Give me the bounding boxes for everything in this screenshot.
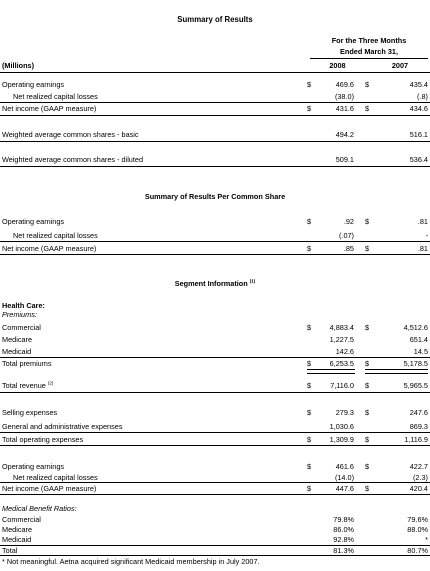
health-care-heading: Health Care: xyxy=(2,301,45,310)
mbr-commercial-2007: 79.6% xyxy=(407,515,428,524)
premium-medicaid-2007: 14.5 xyxy=(413,347,428,356)
segment-operating-earnings-dollar-2008: $ xyxy=(307,462,312,471)
per-share-operating-earnings-2008: .92 xyxy=(343,217,354,226)
total-operating-expenses-2007: 1,116.9 xyxy=(404,435,428,444)
period-header-line1: For the Three Months xyxy=(331,36,407,45)
total-premiums-dollar-2008: $ xyxy=(307,359,312,368)
mbr-medicaid-label: Medicaid xyxy=(2,535,32,544)
premium-medicare-2007: 651.4 xyxy=(409,335,428,344)
footnote: * Not meaningful. Aetna acquired significant Medicaid membership in July 2007. xyxy=(2,557,260,566)
summary-shares-diluted-2007: 536.4 xyxy=(409,155,428,164)
premiums-heading: Premiums: xyxy=(2,310,37,319)
mbr-heading: Medical Benefit Ratios: xyxy=(2,504,77,513)
summary-operating-earnings-dollar-2008: $ xyxy=(307,80,312,89)
per-share-operating-earnings-2007: .81 xyxy=(417,217,428,226)
total-premiums-2007: 5,178.5 xyxy=(403,359,428,368)
mbr-commercial-label: Commercial xyxy=(2,515,41,524)
per-share-operating-earnings-dollar-2008: $ xyxy=(307,217,312,226)
segment-title-footnote-marker: (1) xyxy=(249,278,256,284)
selling-expenses-dollar-2008: $ xyxy=(307,408,312,417)
premium-commercial-2008: 4,883.4 xyxy=(329,323,354,332)
summary-shares-basic-2007: 516.1 xyxy=(409,130,428,139)
total-revenue-dollar-2008: $ xyxy=(307,381,312,390)
mbr-medicaid-2007: * xyxy=(425,535,428,544)
summary-operating-earnings-dollar-2007: $ xyxy=(365,80,370,89)
total-revenue-dollar-2007: $ xyxy=(365,381,370,390)
total-premiums-label: Total premiums xyxy=(2,359,52,368)
mbr-total-label: Total xyxy=(2,546,18,555)
total-revenue-label: Total revenue xyxy=(2,381,46,390)
mbr-medicare-2008: 86.0% xyxy=(333,525,354,534)
summary-net-income-dollar-2008: $ xyxy=(307,104,312,113)
selling-expenses-2007: 247.6 xyxy=(409,408,428,417)
premium-medicare-2008: 1,227.5 xyxy=(329,335,354,344)
summary-net-income-dollar-2007: $ xyxy=(365,104,370,113)
per-share-operating-earnings-dollar-2007: $ xyxy=(365,217,370,226)
premium-medicaid-label: Medicaid xyxy=(2,347,32,356)
premium-medicaid-2008: 142.6 xyxy=(335,347,354,356)
mbr-medicare-label: Medicare xyxy=(2,525,33,534)
col-2008-header: 2008 xyxy=(329,61,346,70)
per-share-net-income-2008: .85 xyxy=(343,244,354,253)
summary-operating-earnings-2008: 469.6 xyxy=(335,80,354,89)
total-operating-expenses-2008: 1,309.9 xyxy=(329,435,354,444)
total-premiums-dollar-2007: $ xyxy=(365,359,370,368)
total-premiums-2008: 6,253.5 xyxy=(329,359,354,368)
summary-nrcl-label: Net realized capital losses xyxy=(13,92,98,101)
segment-nrcl-label: Net realized capital losses xyxy=(13,473,98,482)
mbr-total-2007: 80.7% xyxy=(407,546,428,555)
per-share-net-income-dollar-2007: $ xyxy=(365,244,370,253)
col-2007-header: 2007 xyxy=(391,61,409,70)
segment-nrcl-2008: (14.0) xyxy=(334,473,354,482)
per-share-nrcl-2008: (.07) xyxy=(338,231,354,240)
total-revenue-label-row xyxy=(2,381,53,390)
summary-net-income-2007: 434.6 xyxy=(409,104,428,113)
per-share-net-income-2007: .81 xyxy=(417,244,428,253)
summary-shares-diluted-label: Weighted average common shares - diluted xyxy=(2,155,144,164)
per-share-title: Summary of Results Per Common Share xyxy=(144,192,286,201)
per-share-nrcl-2007: - xyxy=(425,231,428,240)
gna-expenses-2007: 869.3 xyxy=(409,422,428,431)
summary-net-income-label: Net income (GAAP measure) xyxy=(2,104,97,113)
segment-nrcl-2007: (2.3) xyxy=(412,473,428,482)
segment-title xyxy=(0,279,430,288)
summary-operating-earnings-2007: 435.4 xyxy=(409,80,428,89)
premium-commercial-label: Commercial xyxy=(2,323,41,332)
segment-operating-earnings-label: Operating earnings xyxy=(2,462,65,471)
gna-expenses-label: General and administrative expenses xyxy=(2,422,123,431)
summary-nrcl-2007: (.8) xyxy=(417,92,428,101)
segment-net-income-dollar-2007: $ xyxy=(365,484,370,493)
page-title: Summary of Results xyxy=(177,15,253,24)
premium-commercial-dollar-2007: $ xyxy=(365,323,370,332)
period-header-line2: Ended March 31, xyxy=(340,47,398,56)
selling-expenses-label: Selling expenses xyxy=(2,408,58,417)
summary-shares-basic-label: Weighted average common shares - basic xyxy=(2,130,139,139)
per-share-net-income-dollar-2008: $ xyxy=(307,244,312,253)
summary-nrcl-2008: (38.0) xyxy=(334,92,354,101)
premium-medicare-label: Medicare xyxy=(2,335,33,344)
total-operating-expenses-dollar-2007: $ xyxy=(365,435,370,444)
per-share-operating-earnings-label: Operating earnings xyxy=(2,217,65,226)
mbr-total-2008: 81.3% xyxy=(333,546,354,555)
per-share-nrcl-label: Net realized capital losses xyxy=(13,231,98,240)
segment-operating-earnings-2007: 422.7 xyxy=(409,462,428,471)
segment-operating-earnings-2008: 461.6 xyxy=(335,462,354,471)
total-revenue-footnote-marker: (2) xyxy=(47,380,54,386)
total-revenue-2008: 7,116.0 xyxy=(330,381,354,390)
summary-shares-diluted-2008: 509.1 xyxy=(335,155,354,164)
segment-net-income-dollar-2008: $ xyxy=(307,484,312,493)
premium-commercial-2007: 4,512.6 xyxy=(403,323,428,332)
total-operating-expenses-label: Total operating expenses xyxy=(2,435,84,444)
gna-expenses-2008: 1,030.6 xyxy=(329,422,354,431)
segment-operating-earnings-dollar-2007: $ xyxy=(365,462,370,471)
total-revenue-2007: 5,965.5 xyxy=(403,381,428,390)
mbr-medicaid-2008: 92.8% xyxy=(333,535,354,544)
premium-commercial-dollar-2008: $ xyxy=(307,323,312,332)
summary-operating-earnings-label: Operating earnings xyxy=(2,80,65,89)
mbr-commercial-2008: 79.8% xyxy=(333,515,354,524)
units-label: (Millions) xyxy=(2,61,35,70)
selling-expenses-dollar-2007: $ xyxy=(365,408,370,417)
mbr-medicare-2007: 88.0% xyxy=(407,525,428,534)
per-share-net-income-label: Net income (GAAP measure) xyxy=(2,244,97,253)
summary-shares-basic-2008: 494.2 xyxy=(335,130,354,139)
summary-net-income-2008: 431.6 xyxy=(335,104,354,113)
segment-net-income-label: Net income (GAAP measure) xyxy=(2,484,97,493)
segment-net-income-2008: 447.6 xyxy=(335,484,354,493)
total-operating-expenses-dollar-2008: $ xyxy=(307,435,312,444)
selling-expenses-2008: 279.3 xyxy=(335,408,354,417)
segment-title-text: Segment Information xyxy=(174,279,248,288)
segment-net-income-2007: 420.4 xyxy=(409,484,428,493)
